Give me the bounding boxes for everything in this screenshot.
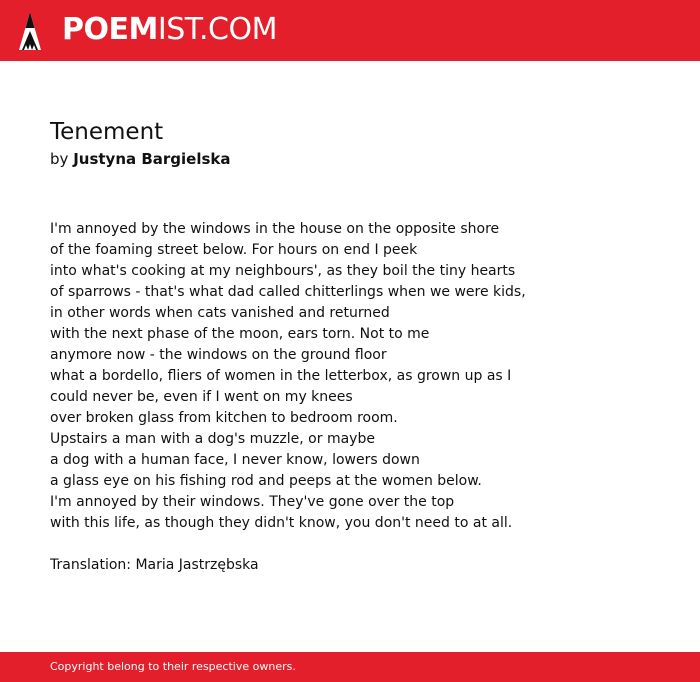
poem-line: what a bordello, fliers of women in the letterbox, as grown up as I [50,368,512,384]
pencil-icon[interactable] [18,11,42,51]
poem-line: with the next phase of the moon, ears torn. Not to me [50,326,430,342]
poem-line: of the foaming street below. For hours on end I peek [50,242,418,258]
byline [50,149,231,169]
poem-line: a dog with a human face, I never know, lowers down [50,452,420,468]
poem-line: with this life, as though they didn't know, you don't need to at all. [50,515,513,531]
poem-title: Tenement [50,119,164,145]
poem-line: I'm annoyed by the windows in the house on the opposite shore [50,221,500,237]
copyright-text: Copyright belong to their respective owners. [50,660,296,673]
poem-line: anymore now - the windows on the ground floor [50,347,387,363]
by-label: by [50,150,69,168]
poem-line: a glass eye on his fishing rod and peeps at the women below. [50,473,482,489]
poem-line: over broken glass from kitchen to bedroom room. [50,410,398,426]
author-name[interactable]: Justyna Bargielska [73,150,231,168]
poem-line: of sparrows - that's what dad called chitterlings when we were kids, [50,284,526,300]
site-logo[interactable] [62,12,277,48]
poem-body [50,219,526,534]
poem-line: in other words when cats vanished and returned [50,305,390,321]
site-header [0,0,700,61]
poem-line: into what's cooking at my neighbours', as they boil the tiny hearts [50,263,516,279]
logo-bold-text: POEM [62,12,158,47]
poem-line: could never be, even if I went on my knees [50,389,353,405]
poem-line: Upstairs a man with a dog's muzzle, or maybe [50,431,375,447]
logo-light-text: IST.COM [157,12,277,47]
site-footer [0,652,700,682]
translation-credit: Translation: Maria Jastrzębska [50,557,259,573]
poem-line: I'm annoyed by their windows. They've gone over the top [50,494,455,510]
